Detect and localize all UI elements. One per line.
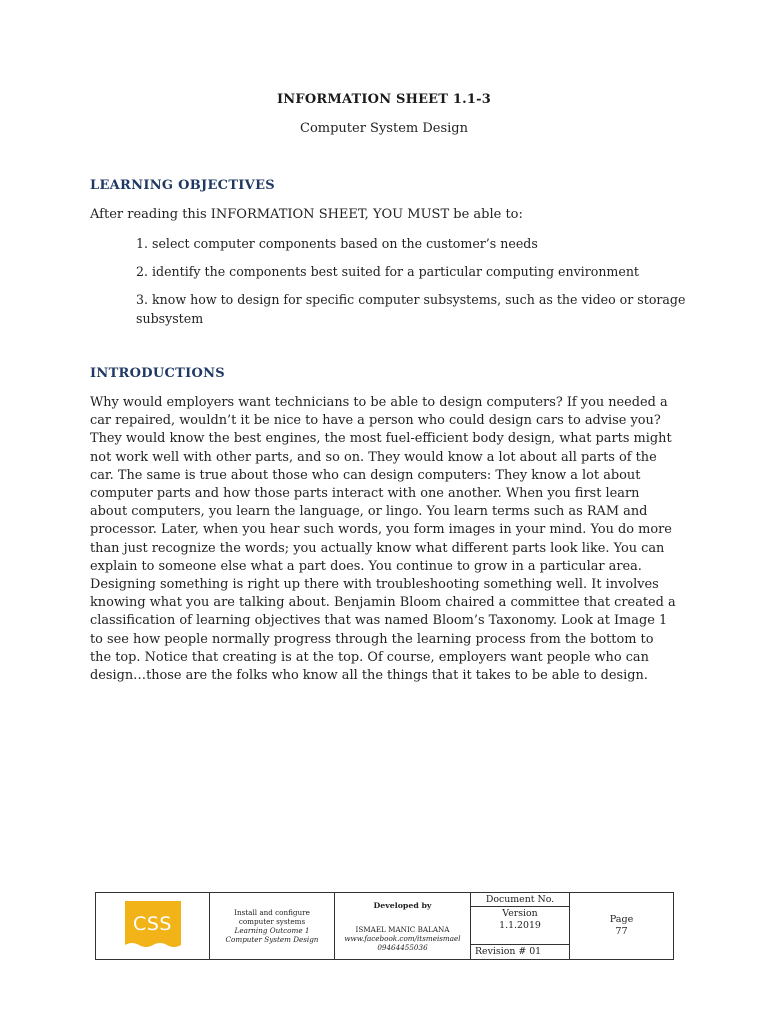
footer-page-cell bbox=[570, 893, 673, 959]
page-label: Page bbox=[609, 914, 634, 925]
developer-name: ISMAEL MANIC BALANA bbox=[355, 925, 450, 934]
developed-by-label: Developed by bbox=[373, 901, 432, 910]
learning-objectives-heading: LEARNING OBJECTIVES bbox=[90, 178, 275, 193]
module-line-4: Computer System Design bbox=[225, 935, 319, 944]
version-block bbox=[471, 907, 569, 945]
module-line-3: Learning Outcome 1 bbox=[234, 926, 310, 935]
developer-phone: 09464455036 bbox=[377, 943, 428, 952]
css-logo bbox=[125, 901, 181, 951]
module-line-2: computer systems bbox=[238, 917, 306, 926]
footer-developer-cell bbox=[335, 893, 471, 959]
footer-module-cell bbox=[210, 893, 335, 959]
objective-item: 1. select computer components based on the customer’s needs bbox=[136, 236, 538, 251]
objective-item: 3. know how to design for specific computer subsystems, such as the video or storage subsystem bbox=[136, 292, 686, 326]
version-value: 1.1.2019 bbox=[499, 920, 541, 931]
objectives-lead-text: After reading this INFORMATION SHEET, YOU MUST be able to: bbox=[90, 207, 523, 222]
revision-label: Revision # 01 bbox=[475, 946, 542, 958]
version-label: Version bbox=[502, 908, 538, 919]
footer-logo-cell bbox=[96, 893, 210, 959]
page-number: 77 bbox=[615, 926, 628, 937]
objective-item: 2. identify the components best suited for a particular computing environment bbox=[136, 264, 639, 279]
footer-document-cell bbox=[471, 893, 570, 959]
introductions-heading: INTRODUCTIONS bbox=[90, 366, 225, 381]
developer-website: www.facebook.com/itsmeismael bbox=[344, 934, 461, 943]
logo-text: CSS bbox=[133, 913, 172, 935]
objectives-list bbox=[136, 235, 696, 338]
logo-wave-icon bbox=[125, 941, 181, 951]
sheet-subtitle: Computer System Design bbox=[300, 121, 468, 136]
document-number-label: Document No. bbox=[471, 893, 569, 907]
module-line-1: Install and configure bbox=[234, 908, 310, 917]
document-footer-table bbox=[95, 892, 674, 960]
sheet-title: INFORMATION SHEET 1.1-3 bbox=[277, 92, 491, 107]
introduction-paragraph: Why would employers want technicians to be able to design computers? If you needed a car repaired, wouldn’t it be nice to have a person who could design cars to advise you? They would know the best engines, the most fuel-efficient body design, what parts might not work well with other parts, and so on. They would know a lot about all parts of the car. The same is true about those who can design computers: They know a lot about computer parts and how those parts interact with one another. When you first learn about computers, you learn the language, or lingo. You learn terms such as RAM and processor. Later, when you hear such words, you form images in your mind. You do more than just recognize the words; you actually know what different parts look like. You can explain to someone else what a part does. You continue to grow in a particular area. Designing something is right up there with troubleshooting something well. It involves knowing what you are talking about. Benjamin Bloom chaired a committee that created a classification of learning objectives that was named Bloom’s Taxonomy. Look at Image 1 to see how people normally progress through the learning process from the bottom to the top. Notice that creating is at the top. Of course, employers want people who can design…those are the folks who know all the things that it takes to be able to design. bbox=[90, 395, 676, 684]
